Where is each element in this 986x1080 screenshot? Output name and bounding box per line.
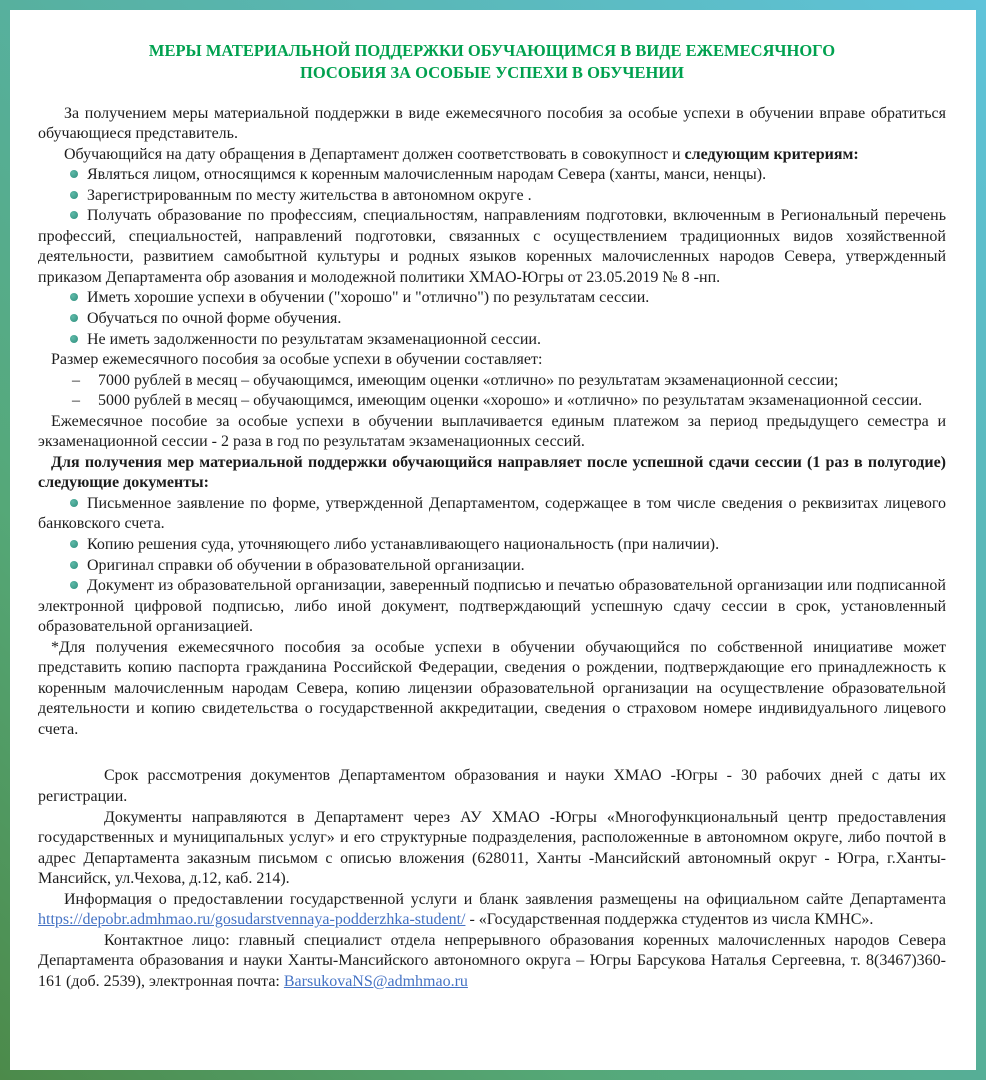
text-run: Обучающийся на дату обращения в Департамент должен соответствовать в совокупност и <box>64 145 685 163</box>
text-run: Ежемесячное пособие за особые успехи в обучении выплачивается единым платежом за период предыдущего семестра и экзаменационной сессии - 2 раза в год по результатам экзаменационных сессий. <box>38 412 946 451</box>
dash-item <box>72 391 946 412</box>
text-run: следующим критериям: <box>684 145 859 163</box>
page-title <box>78 40 906 84</box>
text-run: Информация о предоставлении государственной услуги и бланк заявления размещены на официальном сайте Департамента <box>64 890 946 908</box>
bullet-item <box>38 330 946 351</box>
text-run: Являться лицом, относящимся к коренным малочисленным народам Севера (ханты, манси, ненцы). <box>87 166 767 184</box>
text-run: Зарегистрированным по месту жительства в автономном округе . <box>87 186 532 204</box>
page-title-line2: ПОСОБИЯ ЗА ОСОБЫЕ УСПЕХИ В ОБУЧЕНИИ <box>300 62 684 82</box>
text-run: Контактное лицо: главный специалист отдела непрерывного образования коренных малочисленных народов Севера Департамента образования и науки Ханты-Мансийского автономного округа – Югры Барсукова Наталья Сергеевна, т. 8(3467)360-161 (доб. 2539), электронная почта: <box>38 931 946 990</box>
page-title-line1: МЕРЫ МАТЕРИАЛЬНОЙ ПОДДЕРЖКИ ОБУЧАЮЩИМСЯ В ВИДЕ ЕЖЕМЕСЯЧНОГО <box>148 41 836 60</box>
paragraph <box>38 931 946 993</box>
paragraph <box>38 145 946 166</box>
text-run: - «Государственная поддержка студентов из числа КМНС». <box>465 911 874 929</box>
bullet-item <box>38 186 946 207</box>
text-run: 7000 рублей в месяц – обучающимся, имеющим оценки «отлично» по результатам экзаменационной сессии; <box>98 371 839 389</box>
document-page <box>10 10 976 1070</box>
document-body <box>38 104 946 993</box>
paragraph <box>38 808 946 890</box>
text-run: Документ из образовательной организации, заверенный подписью и печатью образовательной организации или подписанной электронной цифровой подписью, либо иной документ, подтверждающий успешную сдачу сессии в срок, установленный образовательной организацией. <box>38 577 946 636</box>
bullet-icon <box>70 314 78 322</box>
bullet-icon <box>70 191 78 199</box>
hyperlink[interactable]: BarsukovaNS@admhmao.ru <box>283 972 468 990</box>
text-run: Обучаться по очной форме обучения. <box>87 310 342 327</box>
text-run: Для получения мер материальной поддержки обучающийся направляет после успешной сдачи сессии (1 раз в полугодие) следующие документы: <box>38 453 946 492</box>
bullet-icon <box>70 170 78 178</box>
paragraph <box>38 350 946 371</box>
text-run: Не иметь задолженности по результатам экзаменационной сессии. <box>87 330 541 348</box>
bullet-item <box>38 494 946 535</box>
paragraph <box>38 453 946 494</box>
bullet-icon <box>70 499 78 507</box>
text-run: 5000 рублей в месяц – обучающимся, имеющим оценки «хорошо» и «отлично» по результатам экзаменационной сессии. <box>98 392 923 410</box>
text-run: Размер ежемесячного пособия за особые успехи в обучении составляет: <box>51 351 543 369</box>
text-run: *Для получения ежемесячного пособия за особые успехи в обучении обучающийся по собственной инициативе может представить копию паспорта гражданина Российской Федерации, сведения о рождении, подтверждающие его принадлежность к коренным малочисленным народам Севера, копию лицензии образовательной организации на осуществление образовательной деятельности и копию свидетельства о государственной аккредитации, сведения о страховом номере индивидуального лицевого счета. <box>38 638 946 738</box>
bullet-item <box>38 309 946 330</box>
bullet-item <box>38 165 946 186</box>
bullet-item <box>38 556 946 577</box>
dash-item <box>72 371 946 392</box>
paragraph <box>38 104 946 145</box>
paragraph <box>38 638 946 741</box>
bullet-item <box>38 576 946 638</box>
text-run: Письменное заявление по форме, утвержденной Департаментом, содержащее в том числе сведения о реквизитах лицевого банковского счета. <box>38 494 946 533</box>
hyperlink[interactable]: https://depobr.admhmao.ru/gosudarstvennaya-podderzhka-student/ <box>38 911 466 929</box>
bullet-item <box>38 288 946 309</box>
paragraph <box>38 890 946 931</box>
dash-marker: – <box>72 392 80 410</box>
text-run: За получением меры материальной поддержки в виде ежемесячного пособия за особые успехи в обучении вправе обратиться обучающиеся представитель. <box>38 104 946 143</box>
text-run: Копию решения суда, уточняющего либо устанавливающего национальность (при наличии). <box>87 536 720 554</box>
dash-marker: – <box>72 371 80 389</box>
bullet-icon <box>70 561 78 569</box>
text-run: Получать образование по профессиям, специальностям, направлениям подготовки, включенным в Региональный перечень профессий, специальностей, направлений подготовки, связанных с осуществлением традиционных видов хозяйственной деятельности, развитием самобытной культуры и родных языков коренных малочисленных народов Севера, утвержденный приказом Департамента обр азования и молодежной политики ХМАО-Югры от 23.05.2019 № 8 -нп. <box>38 207 946 286</box>
bullet-item <box>38 206 946 288</box>
text-run: Оригинал справки об обучении в образовательной организации. <box>87 556 525 574</box>
paragraph <box>38 412 946 453</box>
bullet-icon <box>70 211 78 219</box>
text-run: Документы направляются в Департамент через АУ ХМАО -Югры «Многофункциональный центр предоставления государственных и муниципальных услуг» и его структурные подразделения, расположенные в автономном округе, либо почтой в адрес Департамента заказным письмом с описью вложения (628011, Ханты -Мансийский автономный округ - Югра, г.Ханты-Мансийск, ул.Чехова, д.12, каб. 214). <box>38 808 946 888</box>
bullet-icon <box>70 293 78 301</box>
bullet-item <box>38 535 946 556</box>
paragraph <box>38 766 946 807</box>
bullet-icon <box>70 335 78 343</box>
text-run: Срок рассмотрения документов Департаментом образования и науки ХМАО -Югры - 30 рабочих дней с даты их регистрации. <box>38 767 946 806</box>
text-run: Иметь хорошие успехи в обучении ("хорошо" и "отлично") по результатам сессии. <box>87 289 650 307</box>
bullet-icon <box>70 540 78 548</box>
bullet-icon <box>70 581 78 589</box>
